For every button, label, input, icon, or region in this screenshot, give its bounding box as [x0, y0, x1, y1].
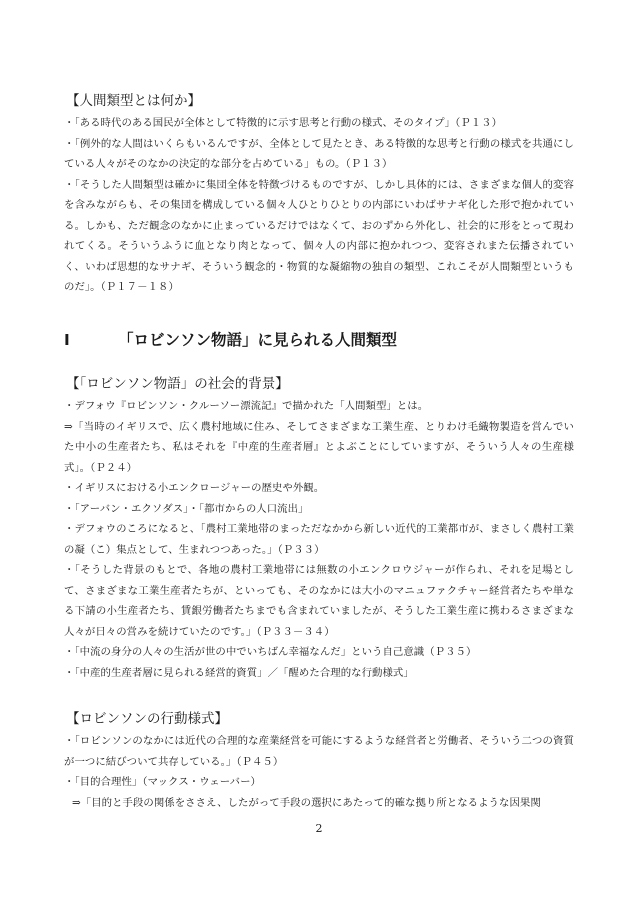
paragraph: ・「例外的な人間はいくらもいるんですが、全体として見たとき、ある特徴的な思考と行動の様式を共通にしている人々がそのなかの決定的な部分を占めている」もの。（Ｐ１３） [64, 137, 574, 170]
background-section [64, 374, 574, 683]
paragraph: ⇒「当時のイギリスで、広く農村地域に住み、そしてさまざまな工業生産、とりわけ毛織物製造を営んでいた中小の生産者たち、私はそれを『中産的生産者層』とよぶことにしていますが、そういう人々の生産様式」。（Ｐ２４） [64, 420, 574, 474]
intro-section [64, 91, 574, 298]
paragraph: ・デフォウ『ロビンソン・クルーソー漂流記』で描かれた「人間類型」とは。 [64, 400, 429, 412]
paragraph: ・「中流の身分の人々の生活が世の中でいちばん幸福なんだ」という自己意識（Ｐ３５） [64, 646, 477, 658]
paragraph: ・「そうした人間類型は確かに集団全体を特徴づけるものですが、しかし具体的には、さまざまな個人的変容を含みながらも、その集団を構成している個々人ひとりひとりの内部にいわばサナギ化した形で抱かれている。しかも、ただ観念のなかに止まっているだけではなくて、おのずから外化し、社会的に形をとって現われてくる。そういうふうに血となり肉となって、個々人の内部に抱かれつつ、変容されまた伝播されていく、いわば思想的なサナギ、そういう観念的・物質的な凝縮物の独自の類型、これこそが人間類型というものだ」。（Ｐ１７－１８） [64, 178, 574, 293]
page-number: 2 [315, 822, 323, 835]
paragraph: ・「中産的生産者層に見られる経営的資質」／「醒めた合理的な行動様式」 [64, 666, 414, 679]
behavior-section [64, 709, 574, 813]
section-heading-social-background: 【「ロビンソン物語」の社会的背景】 [66, 376, 289, 392]
paragraph: ⇒「目的と手段の関係をささえ、したがって手段の選択にあたって的確な拠り所となるような因果関 [72, 796, 541, 809]
paragraph: ・「そうした背景のもとで、各地の農村工業地帯には無数の小エンクロウジャーが作られ、それを足場として、さまざまな工業生産者たちが、といっても、そのなかには大小のマニュファクチャー経営者たちや単なる下請の小生産者たち、賃銀労働者たちまでも含まれていましたが、そうした工業生産に携わるさまざまな人々が日々の営みを続けていたのです。」（Ｐ３３－３４） [64, 564, 574, 638]
chapter-heading [64, 329, 574, 351]
paragraph: ・「ある時代のある国民が全体として特徴的に示す思考と行動の様式、そのタイプ」（Ｐ１３） [64, 117, 503, 129]
paragraph: ・イギリスにおける小エンクロージャーの歴史や外観。 [64, 482, 325, 494]
paragraph: ・「ロビンソンのなかには近代の合理的な産業経営を可能にするような経営者と労働者、そういう二つの資質が一つに結びついて共存している。」（Ｐ４５） [64, 735, 574, 768]
paragraph: ・デフォウのころになると、「農村工業地帯のまっただなかから新しい近代的工業都市が、まさしく農村工業の凝（こ）集点として、生まれつつあった。」（Ｐ３３） [64, 523, 574, 556]
paragraph: ・「アーバン・エクソダス」・「都市からの人口流出」 [64, 502, 309, 515]
chapter-title: 「ロビンソン物語」に見られる人間類型 [118, 331, 398, 349]
chapter-number: Ⅰ [64, 331, 70, 349]
paragraph: ・「目的合理性」（マックス・ウェーバー） [64, 776, 261, 788]
section-heading-what-is-human-type: 【人間類型とは何か】 [66, 93, 201, 109]
section-heading-robinson-behavior: 【ロビンソンの行動様式】 [66, 711, 228, 727]
